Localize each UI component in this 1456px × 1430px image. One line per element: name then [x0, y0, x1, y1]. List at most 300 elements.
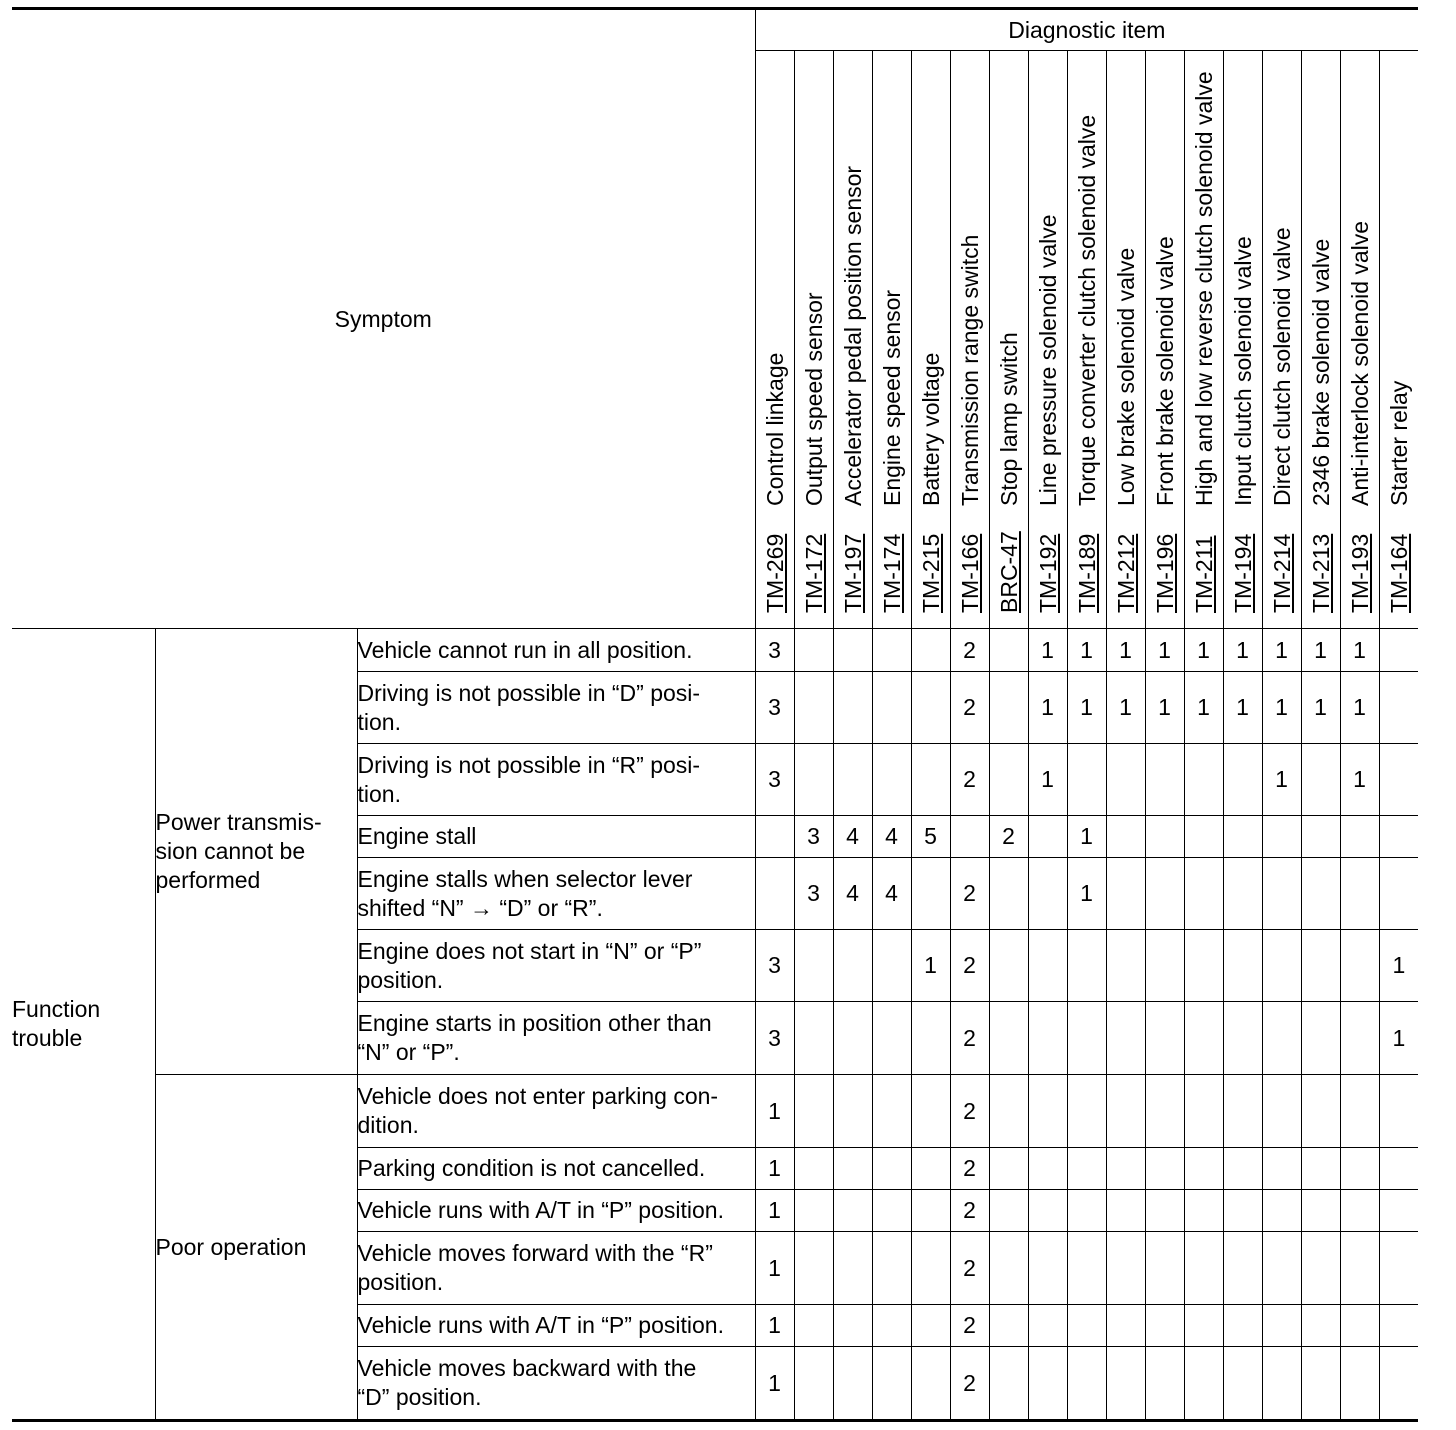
diagnostic-column-header [911, 51, 950, 629]
value-cell [1301, 930, 1340, 1002]
column-ref-link[interactable]: TM-164 [1385, 533, 1412, 613]
value-cell [872, 672, 911, 744]
value-cell [1223, 1190, 1262, 1232]
value-cell: 1 [755, 1305, 794, 1347]
value-cell [989, 629, 1028, 672]
column-label-box [1302, 51, 1340, 621]
value-cell [1340, 1305, 1379, 1347]
value-cell [1223, 744, 1262, 816]
value-cell [1223, 1305, 1262, 1347]
value-cell [1106, 1148, 1145, 1190]
value-cell: 1 [1106, 629, 1145, 672]
value-cell [911, 1305, 950, 1347]
value-cell: 2 [950, 1148, 989, 1190]
value-cell [872, 1002, 911, 1075]
value-cell: 1 [1223, 629, 1262, 672]
sub-category-cell: Power transmis- sion cannot be performed [155, 629, 357, 1075]
value-cell: 4 [872, 816, 911, 858]
column-name: 2346 brake solenoid valve [1307, 238, 1334, 506]
column-ref-link[interactable]: TM-194 [1229, 533, 1256, 613]
value-cell: 3 [794, 816, 833, 858]
symptom-cell: Vehicle moves backward with the “D” position. [357, 1347, 755, 1421]
value-cell [1379, 1347, 1418, 1421]
symptom-cell: Parking condition is not cancelled. [357, 1148, 755, 1190]
value-cell: 1 [1028, 629, 1067, 672]
value-cell [1145, 744, 1184, 816]
symptom-cell: Engine stalls when selector lever shifted “N” → “D” or “R”. [357, 858, 755, 930]
value-cell [1301, 1002, 1340, 1075]
column-ref-link[interactable]: TM-166 [956, 533, 983, 613]
value-cell [833, 930, 872, 1002]
diagnostic-column-header [1223, 51, 1262, 629]
value-cell [833, 672, 872, 744]
column-ref-link[interactable]: TM-269 [761, 533, 788, 613]
symptom-cell: Engine does not start in “N” or “P” position. [357, 930, 755, 1002]
value-cell [1379, 1190, 1418, 1232]
column-label-box [1224, 51, 1262, 621]
value-cell [872, 1075, 911, 1148]
value-cell [989, 1075, 1028, 1148]
category-cell: Function trouble [12, 629, 155, 1421]
column-name: Line pressure solenoid valve [1034, 214, 1061, 506]
value-cell [1223, 1002, 1262, 1075]
value-cell: 1 [1223, 672, 1262, 744]
column-ref-link[interactable]: TM-189 [1073, 533, 1100, 613]
value-cell [1379, 1075, 1418, 1148]
value-cell: 3 [755, 672, 794, 744]
column-name: Accelerator pedal position sensor [839, 165, 866, 506]
column-ref-link[interactable]: BRC-47 [995, 531, 1022, 613]
value-cell [1106, 1002, 1145, 1075]
value-cell [989, 1305, 1028, 1347]
value-cell: 3 [794, 858, 833, 930]
value-cell: 2 [950, 930, 989, 1002]
column-name: Battery voltage [917, 352, 944, 506]
value-cell [872, 1305, 911, 1347]
value-cell: 4 [872, 858, 911, 930]
value-cell: 1 [1301, 629, 1340, 672]
value-cell [1067, 1190, 1106, 1232]
value-cell [989, 744, 1028, 816]
value-cell [755, 858, 794, 930]
column-label-box [795, 51, 833, 621]
column-label-box [1068, 51, 1106, 621]
symptom-cell: Engine stall [357, 816, 755, 858]
column-ref-link[interactable]: TM-193 [1346, 533, 1373, 613]
value-cell [833, 1305, 872, 1347]
value-cell [1184, 1002, 1223, 1075]
diagnostic-column-header [872, 51, 911, 629]
value-cell [989, 930, 1028, 1002]
value-cell [1067, 1148, 1106, 1190]
value-cell [794, 1075, 833, 1148]
column-label-box [834, 51, 872, 621]
diagnostic-column-header [1340, 51, 1379, 629]
value-cell [1067, 930, 1106, 1002]
value-cell [911, 629, 950, 672]
value-cell [872, 1148, 911, 1190]
value-cell [1379, 629, 1418, 672]
value-cell [1301, 816, 1340, 858]
value-cell [1340, 1232, 1379, 1305]
column-name: Output speed sensor [800, 292, 827, 506]
value-cell [1145, 1002, 1184, 1075]
value-cell [989, 1148, 1028, 1190]
value-cell [1145, 1075, 1184, 1148]
value-cell [1106, 930, 1145, 1002]
value-cell [1340, 858, 1379, 930]
value-cell [1184, 744, 1223, 816]
value-cell [1262, 816, 1301, 858]
value-cell [1223, 1347, 1262, 1421]
column-label-box [1185, 51, 1223, 621]
table-body [12, 629, 1418, 1421]
value-cell: 2 [950, 1347, 989, 1421]
column-ref-link[interactable]: TM-174 [878, 533, 905, 613]
value-cell [1067, 1002, 1106, 1075]
value-cell [1028, 1075, 1067, 1148]
column-name: Low brake solenoid valve [1112, 247, 1139, 506]
value-cell [989, 1232, 1028, 1305]
value-cell: 1 [1106, 672, 1145, 744]
value-cell [1223, 858, 1262, 930]
value-cell [1262, 1002, 1301, 1075]
column-name: Control linkage [761, 352, 788, 506]
value-cell: 1 [755, 1190, 794, 1232]
column-name: Starter relay [1385, 380, 1412, 506]
value-cell [1223, 1148, 1262, 1190]
value-cell [872, 1190, 911, 1232]
value-cell: 1 [1379, 1002, 1418, 1075]
value-cell [794, 1002, 833, 1075]
value-cell: 2 [950, 1232, 989, 1305]
value-cell [1262, 1075, 1301, 1148]
value-cell: 1 [1184, 629, 1223, 672]
column-ref-link[interactable]: TM-214 [1268, 533, 1295, 613]
value-cell [1106, 1305, 1145, 1347]
value-cell: 1 [1379, 930, 1418, 1002]
column-label-box [1107, 51, 1145, 621]
value-cell: 1 [1262, 672, 1301, 744]
value-cell [794, 1148, 833, 1190]
column-label-box [1029, 51, 1067, 621]
value-cell: 3 [755, 930, 794, 1002]
value-cell [950, 816, 989, 858]
diagnostic-column-header [1262, 51, 1301, 629]
value-cell [1145, 1347, 1184, 1421]
value-cell [989, 1002, 1028, 1075]
value-cell [989, 1190, 1028, 1232]
diagnostic-column-header [1379, 51, 1418, 629]
diagnostic-column-header [794, 51, 833, 629]
column-label-box [1263, 51, 1301, 621]
value-cell [794, 930, 833, 1002]
value-cell: 1 [1262, 744, 1301, 816]
value-cell [911, 858, 950, 930]
value-cell: 2 [950, 1190, 989, 1232]
value-cell [1262, 1232, 1301, 1305]
diagnostic-column-header [1106, 51, 1145, 629]
value-cell: 5 [911, 816, 950, 858]
value-cell: 1 [1028, 672, 1067, 744]
value-cell [1145, 1148, 1184, 1190]
value-cell [1028, 1148, 1067, 1190]
value-cell [1145, 1190, 1184, 1232]
value-cell: 1 [1145, 672, 1184, 744]
value-cell: 1 [755, 1232, 794, 1305]
value-cell [1145, 1232, 1184, 1305]
value-cell: 4 [833, 816, 872, 858]
value-cell [1340, 1002, 1379, 1075]
value-cell [1028, 1305, 1067, 1347]
value-cell [1301, 1075, 1340, 1148]
value-cell [1262, 1190, 1301, 1232]
value-cell [794, 1232, 833, 1305]
value-cell [1262, 1305, 1301, 1347]
value-cell: 1 [1301, 672, 1340, 744]
value-cell: 3 [755, 744, 794, 816]
value-cell: 1 [1028, 744, 1067, 816]
value-cell [1379, 1148, 1418, 1190]
diagnostic-column-header [1301, 51, 1340, 629]
value-cell: 3 [755, 629, 794, 672]
value-cell [911, 744, 950, 816]
column-ref-link[interactable]: TM-196 [1151, 533, 1178, 613]
diagnostic-column-header [1145, 51, 1184, 629]
symptom-cell: Vehicle runs with A/T in “P” position. [357, 1305, 755, 1347]
symptom-cell: Vehicle runs with A/T in “P” position. [357, 1190, 755, 1232]
value-cell: 1 [1184, 672, 1223, 744]
value-cell [1301, 1232, 1340, 1305]
symptom-cell: Vehicle does not enter parking con- dition. [357, 1075, 755, 1148]
value-cell [1028, 1190, 1067, 1232]
value-cell [1028, 930, 1067, 1002]
value-cell [1301, 1305, 1340, 1347]
value-cell [1184, 1347, 1223, 1421]
table-header [12, 9, 1418, 629]
value-cell [1184, 1190, 1223, 1232]
symptom-cell: Driving is not possible in “D” posi- tion. [357, 672, 755, 744]
column-ref-link[interactable]: TM-213 [1307, 533, 1334, 613]
value-cell [1379, 1232, 1418, 1305]
column-name: Input clutch solenoid valve [1229, 236, 1256, 506]
value-cell: 1 [1340, 672, 1379, 744]
column-ref-link[interactable]: TM-211 [1190, 535, 1217, 613]
value-cell: 3 [755, 1002, 794, 1075]
value-cell [1223, 816, 1262, 858]
value-cell [794, 744, 833, 816]
value-cell [1028, 1232, 1067, 1305]
symptom-header: Symptom [12, 9, 755, 629]
value-cell [1184, 1232, 1223, 1305]
value-cell [1184, 1148, 1223, 1190]
value-cell [1184, 858, 1223, 930]
value-cell [1184, 1305, 1223, 1347]
value-cell: 1 [1067, 629, 1106, 672]
value-cell [1340, 1148, 1379, 1190]
diagnostic-item-header: Diagnostic item [755, 9, 1418, 51]
value-cell: 1 [911, 930, 950, 1002]
value-cell [833, 1190, 872, 1232]
value-cell [1301, 858, 1340, 930]
value-cell [794, 672, 833, 744]
diagnostic-column-header [989, 51, 1028, 629]
value-cell [1106, 744, 1145, 816]
value-cell [1262, 858, 1301, 930]
value-cell [1106, 858, 1145, 930]
value-cell [989, 1347, 1028, 1421]
value-cell [1379, 744, 1418, 816]
header-row [12, 9, 1418, 51]
value-cell [1184, 1075, 1223, 1148]
value-cell: 1 [1145, 629, 1184, 672]
value-cell [833, 629, 872, 672]
value-cell: 2 [950, 744, 989, 816]
symptom-cell: Vehicle cannot run in all position. [357, 629, 755, 672]
symptom-cell: Vehicle moves forward with the “R” position. [357, 1232, 755, 1305]
diagnostic-column-header [1184, 51, 1223, 629]
value-cell [1340, 930, 1379, 1002]
value-cell [872, 744, 911, 816]
value-cell [911, 1232, 950, 1305]
value-cell [1262, 1148, 1301, 1190]
value-cell [872, 629, 911, 672]
value-cell [1106, 816, 1145, 858]
value-cell [833, 1075, 872, 1148]
value-cell [911, 1347, 950, 1421]
value-cell [755, 816, 794, 858]
column-ref-link[interactable]: TM-197 [839, 533, 866, 613]
value-cell [1184, 816, 1223, 858]
value-cell [911, 1148, 950, 1190]
value-cell [1301, 744, 1340, 816]
value-cell [872, 1347, 911, 1421]
value-cell [1067, 744, 1106, 816]
value-cell [1223, 930, 1262, 1002]
value-cell [1379, 858, 1418, 930]
value-cell [1223, 1075, 1262, 1148]
value-cell: 1 [1067, 672, 1106, 744]
value-cell [1106, 1232, 1145, 1305]
column-label-box [1380, 51, 1419, 621]
value-cell: 2 [950, 1075, 989, 1148]
value-cell [989, 672, 1028, 744]
value-cell [1340, 1075, 1379, 1148]
column-label-box [990, 51, 1028, 621]
column-label-box [756, 51, 794, 621]
value-cell [1145, 816, 1184, 858]
value-cell: 2 [950, 858, 989, 930]
value-cell: 2 [950, 672, 989, 744]
column-name: Torque converter clutch solenoid valve [1073, 114, 1100, 506]
value-cell [1145, 858, 1184, 930]
value-cell [1223, 1232, 1262, 1305]
column-name: Front brake solenoid valve [1151, 236, 1178, 506]
diagnostic-column-header [1067, 51, 1106, 629]
diagnostic-column-header [950, 51, 989, 629]
diagnostic-column-header [833, 51, 872, 629]
value-cell: 1 [755, 1148, 794, 1190]
value-cell [989, 858, 1028, 930]
column-name: Anti-interlock solenoid valve [1346, 220, 1373, 506]
value-cell [1262, 930, 1301, 1002]
value-cell [1028, 816, 1067, 858]
value-cell [1340, 1190, 1379, 1232]
value-cell: 1 [1340, 629, 1379, 672]
value-cell: 2 [950, 629, 989, 672]
value-cell [911, 672, 950, 744]
value-cell [833, 744, 872, 816]
value-cell [911, 1190, 950, 1232]
column-name: Transmission range switch [956, 234, 983, 506]
value-cell [1301, 1148, 1340, 1190]
value-cell: 1 [755, 1075, 794, 1148]
value-cell [872, 930, 911, 1002]
value-cell [794, 1305, 833, 1347]
symptom-cell: Driving is not possible in “R” posi- tion. [357, 744, 755, 816]
value-cell: 2 [950, 1305, 989, 1347]
value-cell [1379, 672, 1418, 744]
value-cell [911, 1075, 950, 1148]
value-cell [1145, 930, 1184, 1002]
column-name: Stop lamp switch [995, 332, 1022, 506]
column-ref-link[interactable]: TM-192 [1034, 533, 1061, 613]
value-cell [1028, 1347, 1067, 1421]
column-label-box [951, 51, 989, 621]
value-cell [1379, 816, 1418, 858]
value-cell: 1 [1340, 744, 1379, 816]
column-ref-link[interactable]: TM-212 [1112, 533, 1139, 613]
value-cell [833, 1347, 872, 1421]
value-cell [1145, 1305, 1184, 1347]
column-name: Engine speed sensor [878, 289, 905, 506]
value-cell [794, 1347, 833, 1421]
diagnostic-symptom-table [12, 7, 1418, 1422]
column-label-box [873, 51, 911, 621]
value-cell: 1 [755, 1347, 794, 1421]
value-cell [1379, 1305, 1418, 1347]
value-cell [1028, 1002, 1067, 1075]
sub-category-cell: Poor operation [155, 1075, 357, 1421]
value-cell: 1 [1262, 629, 1301, 672]
column-ref-link[interactable]: TM-215 [917, 533, 944, 613]
value-cell [911, 1002, 950, 1075]
value-cell [1067, 1075, 1106, 1148]
value-cell [1067, 1305, 1106, 1347]
column-label-box [1341, 51, 1379, 621]
value-cell: 1 [1067, 858, 1106, 930]
column-ref-link[interactable]: TM-172 [800, 533, 827, 613]
column-label-box [1146, 51, 1184, 621]
value-cell [794, 1190, 833, 1232]
value-cell [1262, 1347, 1301, 1421]
column-name: Direct clutch solenoid valve [1268, 227, 1295, 506]
symptom-cell: Engine starts in position other than “N” or “P”. [357, 1002, 755, 1075]
value-cell [1106, 1075, 1145, 1148]
value-cell: 4 [833, 858, 872, 930]
value-cell: 2 [989, 816, 1028, 858]
diagnostic-column-header [755, 51, 794, 629]
symptom-row [12, 629, 1418, 672]
value-cell [1340, 816, 1379, 858]
symptom-row [12, 1075, 1418, 1148]
value-cell [1067, 1232, 1106, 1305]
value-cell [833, 1148, 872, 1190]
value-cell [1340, 1347, 1379, 1421]
column-label-box [912, 51, 950, 621]
value-cell [1301, 1190, 1340, 1232]
value-cell [872, 1232, 911, 1305]
